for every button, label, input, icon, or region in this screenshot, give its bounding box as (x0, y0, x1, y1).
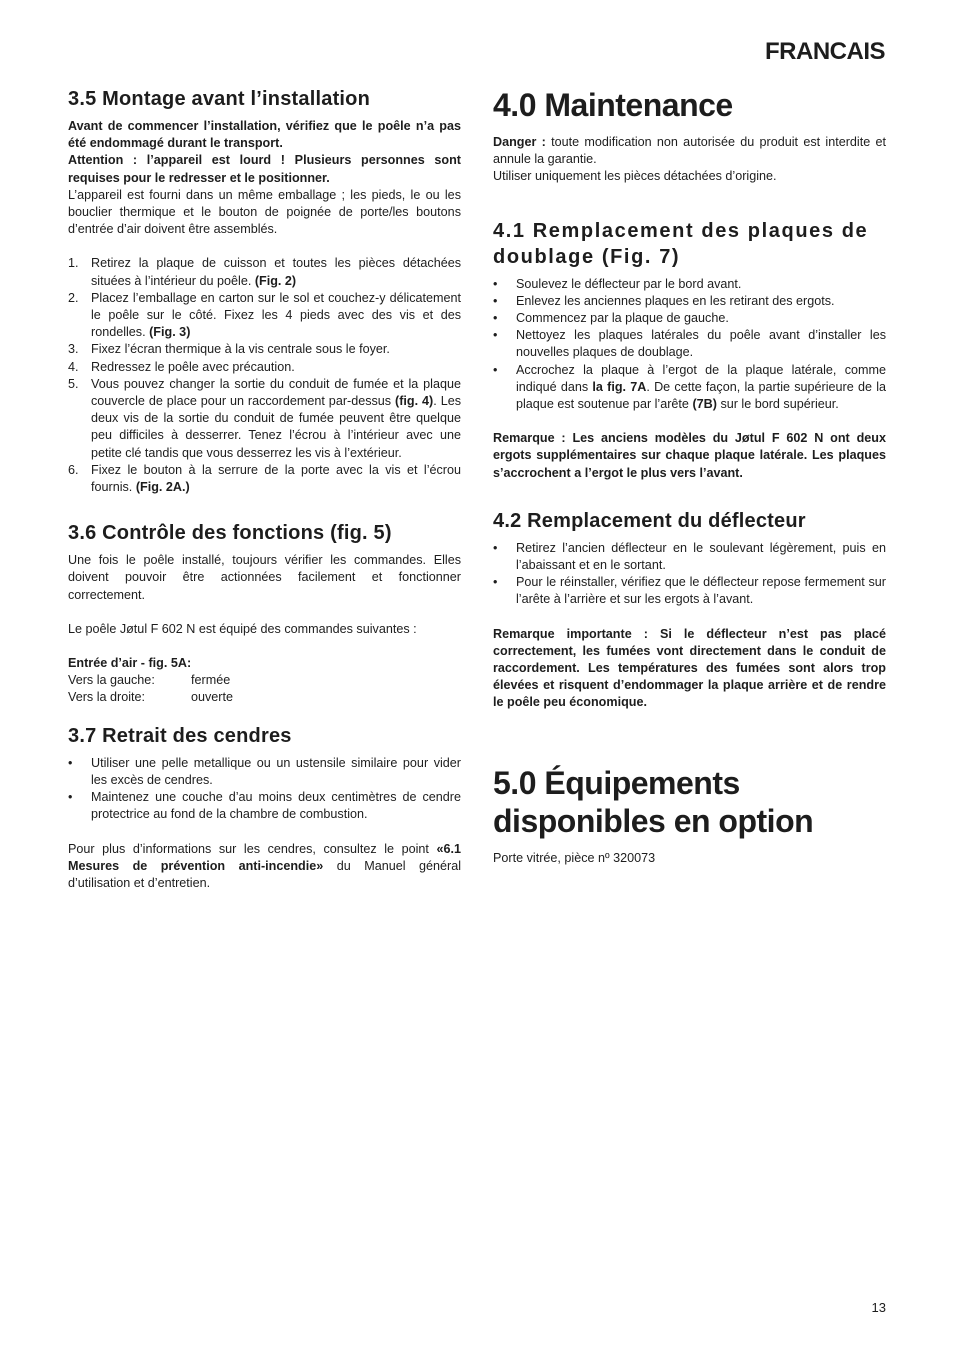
air-left-row: Vers la gauche: fermée (68, 673, 231, 688)
list-item: • Utiliser une pelle metallique ou un ustensile similaire pour vider les excès de cendres. (68, 755, 461, 787)
left-column (68, 86, 461, 892)
assembly-steps (68, 255, 461, 496)
section-3-5-title: 3.5 Montage avant l’installation (68, 88, 371, 110)
controls-check-text: Une fois le poêle installé, toujours vérifier les commandes. Elles doivent pouvoir être actionnées facilement et fonctionner correctement. (68, 553, 461, 602)
list-item: • Enlevez les anciennes plaques en les retirant des ergots. (493, 293, 835, 308)
section-3-7-title: 3.7 Retrait des cendres (68, 724, 292, 747)
section-3-6-title: 3.6 Contrôle des fonctions (fig. 5) (68, 522, 392, 545)
section-5-0 (493, 764, 886, 867)
baffle-important-note: Remarque importante : Si le déflecteur n’est pas placé correctement, les fumées vont directement dans le conduit de raccordement. Les températures des fumées sont alors trop élevées et risquent d’endommager la plaque arrière et de rendre le poêle peu économique. (493, 626, 886, 710)
lining-plates-list (493, 276, 886, 414)
section-4-0-title: 4.0 Maintenance (493, 87, 733, 123)
section-4-1 (493, 218, 886, 482)
assembly-intro: L’appareil est fourni dans un même emballage ; les pieds, le ou les bouclier thermique et le bouton de poignée de porte/les boutons d’entrée d’air doivent être assemblés. (68, 187, 461, 237)
baffle-list (493, 540, 886, 609)
list-item: 6. Fixez le bouton à la serrure de la porte avec la vis et l’écrou fournis. (Fig. 2A.) (68, 462, 461, 495)
section-4-0 (493, 86, 886, 186)
list-item: 2. Placez l’emballage en carton sur le sol et couchez-y délicatement le poêle sur le côté. Fixez les 4 pieds avec des vis et des rondelles. (Fig. 3) (68, 290, 461, 340)
controls-list-intro: Le poêle Jøtul F 602 N est équipé des commandes suivantes : (68, 621, 417, 636)
list-item: • Maintenez une couche d’au moins deux centimètres de cendre protectrice au fond de la chambre de combustion. (68, 790, 461, 822)
list-item: • Commencez par la plaque de gauche. (493, 311, 729, 326)
old-models-note: Remarque : Les anciens modèles du Jøtul F 602 N ont deux ergots supplémentaires sur chaque plaque latérale. Les plaques s’accrochent a l’ergot le plus vers l’avant. (493, 431, 886, 480)
ash-list (68, 755, 461, 824)
air-inlet-title: Entrée d’air - fig. 5A: (68, 656, 192, 671)
section-3-5 (68, 86, 461, 496)
list-item: 4. Redressez le poêle avec précaution. (68, 359, 295, 374)
language-label: FRANCAIS (765, 38, 885, 65)
list-item: 5. Vous pouvez changer la sortie du conduit de fumée et la plaque couvercle de place pour un raccordement par-dessus (fig. 4). Les deux vis de la sortie du conduit de fumée peuvent être quelque peu difficiles à desserrer. Tenez l’écrou à l’intérieur avec une petite clé tandis que vous desserrez les vis à l’extérieur. (68, 376, 462, 460)
ash-more-info: Pour plus d’informations sur les cendres, consultez le point «6.1 Mesures de prévention anti-incendie» du Manuel général d’utilisation et d’entretien. (68, 841, 461, 890)
danger-text: Danger : toute modification non autorisée du produit est interdite et annule la garantie. (493, 135, 886, 167)
list-item: • Soulevez le déflecteur par le bord avant. (493, 276, 742, 291)
list-item: • Pour le réinstaller, vérifiez que le déflecteur repose fermement sur l’arête à l’arrière et sur les ergots à l’avant. (493, 575, 886, 607)
list-item: • Retirez l’ancien déflecteur en le soulevant légèrement, puis en l’abaissant et en le sortant. (493, 540, 886, 573)
list-item: 1. Retirez la plaque de cuisson et toutes les pièces détachées situées à l’intérieur du poêle. (Fig. 2) (68, 256, 461, 288)
weight-warning: Attention : l’appareil est lourd ! Plusieurs personnes sont requises pour le redresser et le positionner. (68, 153, 461, 185)
optional-equipment-item: Porte vitrée, pièce nº 320073 (493, 850, 656, 865)
list-item: • Accrochez la plaque à l’ergot de la plaque latérale, comme indiqué dans la fig. 7A. De cette façon, la partie supérieure de la plaque est soutenue par l’arête (7B) sur le bord supérieur. (493, 362, 886, 412)
list-item: 3. Fixez l’écran thermique à la vis centrale sous le foyer. (68, 342, 390, 357)
section-4-2-title: 4.2 Remplacement du déflecteur (493, 509, 806, 532)
page-number: 13 (871, 1300, 886, 1315)
air-right-row: Vers la droite: ouverte (68, 690, 234, 705)
section-3-7 (68, 723, 461, 892)
section-3-6 (68, 520, 461, 706)
section-5-0-title: 5.0 Équipements disponibles en option (493, 764, 814, 839)
original-parts-text: Utiliser uniquement les pièces détachées d’origine. (493, 169, 777, 184)
right-column (493, 86, 886, 867)
section-4-1-title: 4.1 Remplacement des plaques de doublage (Fig. 7) (493, 219, 869, 268)
list-item: • Nettoyez les plaques latérales du poêle avant d’installer les nouvelles plaques de doublage. (493, 328, 886, 360)
transport-warning: Avant de commencer l’installation, vérifiez que le poêle n’a pas été endommagé durant le transport. (68, 119, 461, 151)
section-4-2 (493, 508, 886, 712)
